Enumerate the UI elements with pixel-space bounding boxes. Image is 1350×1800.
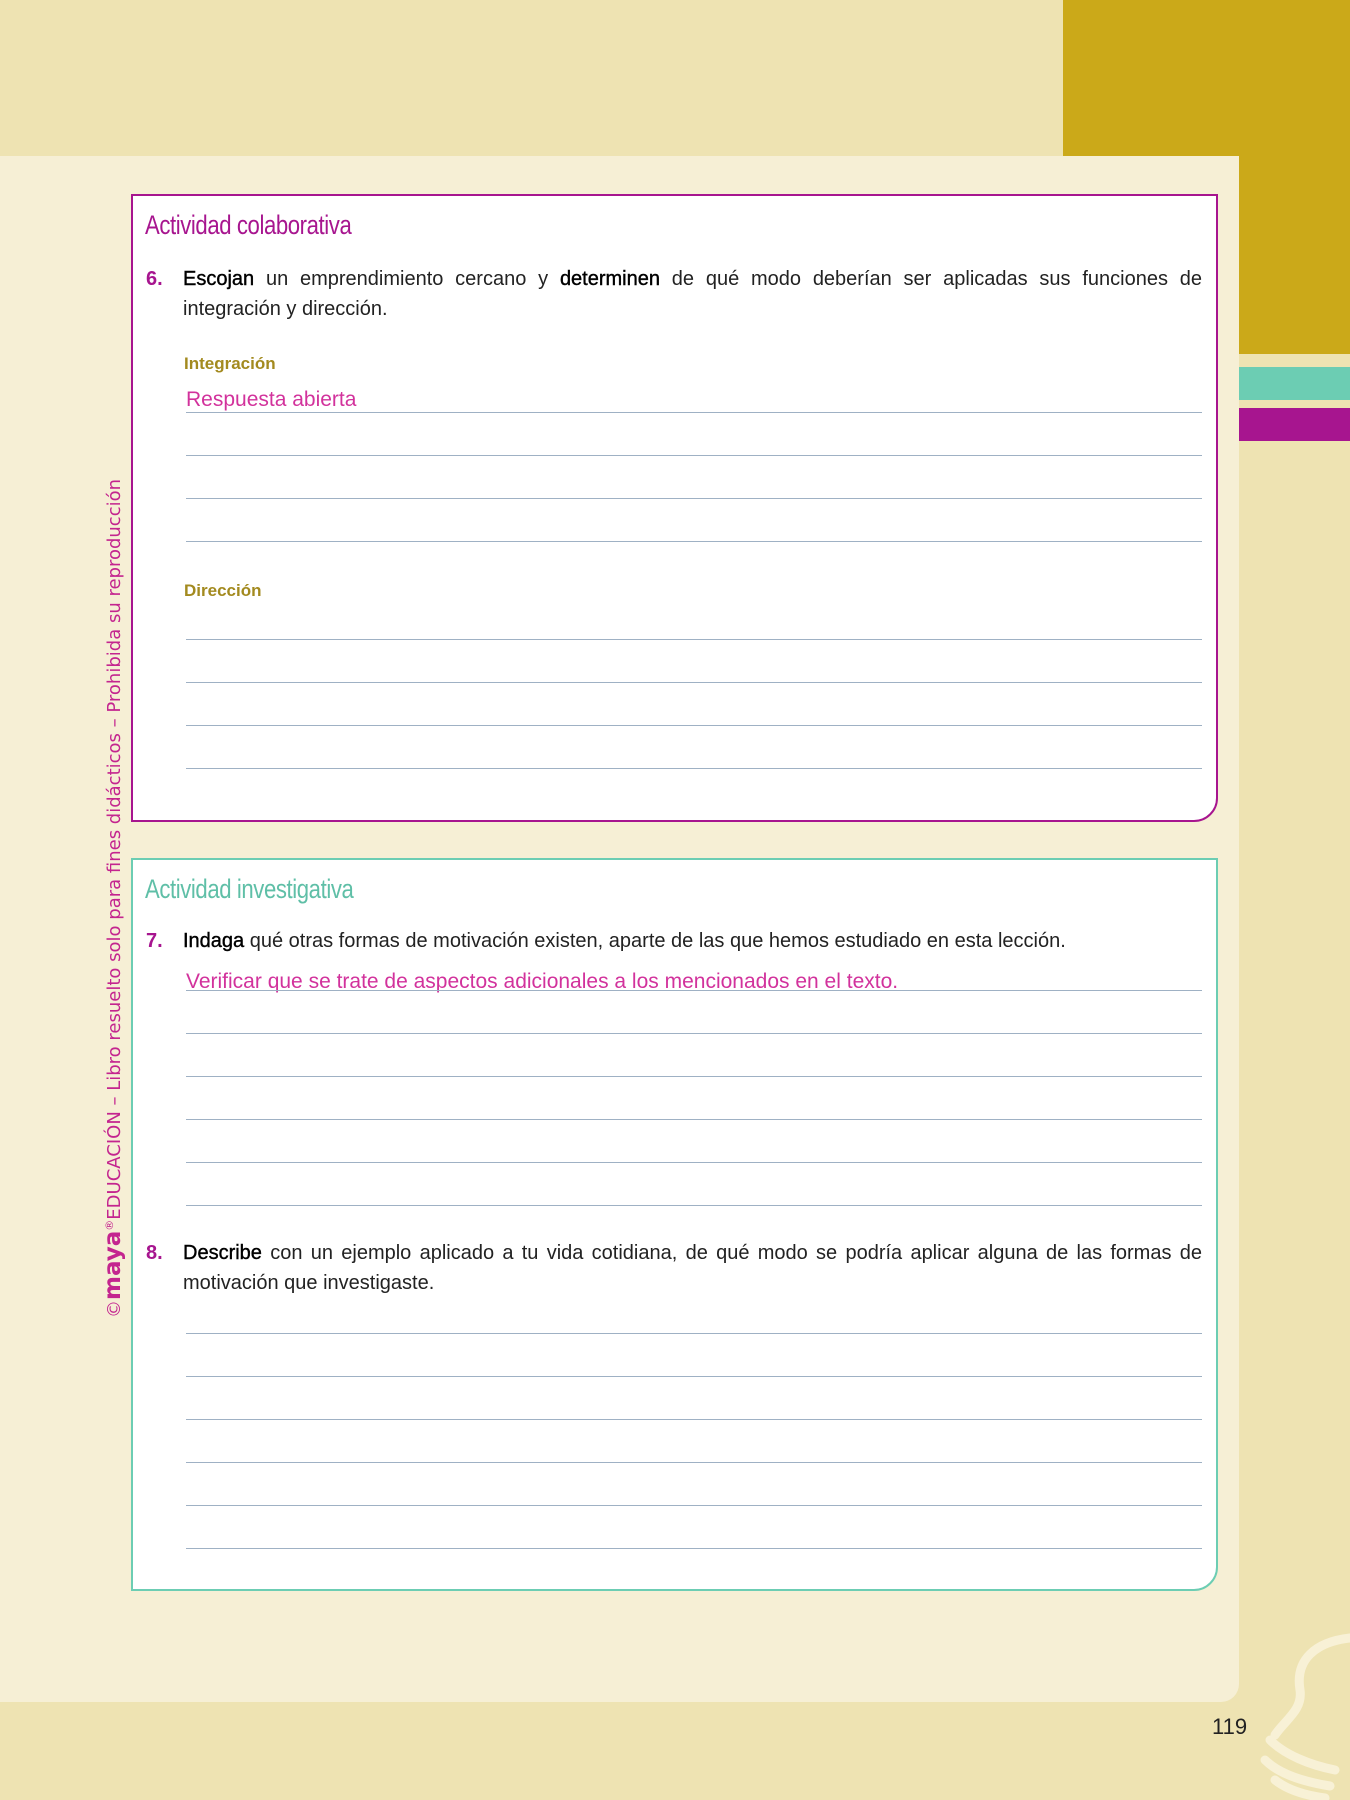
- answer-line[interactable]: [186, 412, 1202, 413]
- answer-line[interactable]: [186, 1076, 1202, 1077]
- answer-line[interactable]: [186, 498, 1202, 499]
- answer-line[interactable]: [186, 1033, 1202, 1034]
- copyright-symbol: ©: [104, 1300, 125, 1318]
- answer-line[interactable]: [186, 1462, 1202, 1463]
- investigative-title: Actividad investigativa: [145, 874, 354, 904]
- answer-line[interactable]: [186, 768, 1202, 769]
- collaborative-activity-box: [131, 194, 1218, 822]
- question-6: [146, 264, 1202, 324]
- question-text-part: con un ejemplo aplicado a tu vida cotidiana, de qué modo se podría aplicar alguna de las formas de motivación que investigaste.: [183, 1242, 1202, 1294]
- answer-line[interactable]: [186, 1505, 1202, 1506]
- decorative-teal-strip: [1239, 367, 1350, 400]
- question-verb: determinen: [559, 268, 660, 290]
- question-verb: Indaga: [183, 930, 245, 952]
- question-text: [183, 264, 1202, 324]
- answer-line[interactable]: [186, 990, 1202, 991]
- side-copyright-text: [100, 479, 126, 1318]
- integration-answer: Respuesta abierta: [186, 388, 357, 411]
- registered-mark: ®: [103, 1219, 116, 1231]
- question-7: [146, 926, 1202, 956]
- question-verb: Escojan: [183, 268, 255, 290]
- integration-label: Integración: [184, 354, 276, 373]
- question-text: [183, 926, 1202, 956]
- question-number: 7.: [146, 930, 163, 952]
- collaborative-title: Actividad colaborativa: [145, 210, 352, 240]
- decorative-magenta-strip: [1239, 408, 1350, 441]
- question-number: 8.: [146, 1242, 163, 1264]
- question-number: 6.: [146, 268, 163, 290]
- direction-label: Dirección: [184, 581, 262, 600]
- investigative-activity-box: [131, 858, 1218, 1591]
- answer-line[interactable]: [186, 1162, 1202, 1163]
- lightbulb-icon: [1255, 1620, 1350, 1800]
- answer-line[interactable]: [186, 1205, 1202, 1206]
- answer-line[interactable]: [186, 541, 1202, 542]
- brand-name: maya: [100, 1230, 126, 1300]
- question-8: [146, 1238, 1202, 1298]
- answer-line[interactable]: [186, 682, 1202, 683]
- answer-line[interactable]: [186, 725, 1202, 726]
- answer-line[interactable]: [186, 1419, 1202, 1420]
- question-text: [183, 1238, 1202, 1298]
- answer-line[interactable]: [186, 639, 1202, 640]
- question-text-part: de qué modo deberían ser aplicadas sus funciones de integración y dirección.: [183, 268, 1202, 320]
- answer-line[interactable]: [186, 1376, 1202, 1377]
- question-text-part: un emprendimiento cercano y: [254, 268, 560, 290]
- answer-line[interactable]: [186, 1548, 1202, 1549]
- page-number: 119: [1212, 1714, 1248, 1739]
- answer-line[interactable]: [186, 455, 1202, 456]
- answer-line[interactable]: [186, 1119, 1202, 1120]
- answer-line[interactable]: [186, 1333, 1202, 1334]
- question-text-part: qué otras formas de motivación existen, aparte de las que hemos estudiado en esta lección.: [244, 930, 1066, 952]
- side-disclaimer: EDUCACIÓN – Libro resuelto solo para fines didácticos – Prohibida su reproducción: [104, 478, 125, 1220]
- question-verb: Describe: [183, 1242, 262, 1264]
- question-7-answer: Verificar que se trate de aspectos adicionales a los mencionados en el texto.: [186, 970, 899, 993]
